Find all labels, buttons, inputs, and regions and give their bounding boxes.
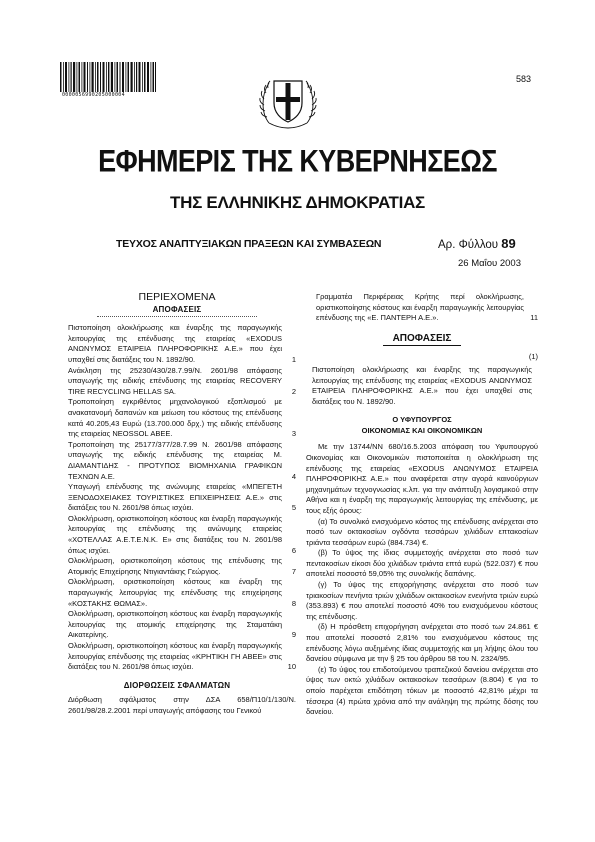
- coat-of-arms-emblem: [255, 67, 321, 133]
- toc-entry-text: Ολοκλήρωση, οριστικοποίηση κόστους της επένδυσης της Ατομικής Επιχείρησης Ντιγιαντάκης Γεώργιος.: [68, 556, 282, 576]
- correction-entry: Διόρθωση σφάλματος στην ΔΣΑ 658/Π10/1/130/Ν. 2601/98/28.2.2001 περί υπαγωγής απόφασης του Γενικού: [68, 695, 296, 715]
- toc-entry-page: 7: [291, 566, 296, 576]
- toc-entry: [58, 641, 296, 673]
- decisions-heading-text: ΑΠΟΦΑΣΕΙΣ: [383, 333, 462, 346]
- gazette-title: ΕΦΗΜΕΡΙΣ ΤΗΣ ΚΥΒΕΡΝΗΣΕΩΣ: [98, 143, 497, 179]
- decision-paragraph: (δ) Η πρόσθετη επιχορήγηση ανέρχεται στο ποσό των 24.861 € που αποτελεί ποσοστό 2,81% του ενισχυόμενου κόστους της επένδυσης λόγω αυξημένης ίδιας συμμετοχής και μη λήψης όλου του δανείου σύμφωνα με την § 25 του άρθρου 58 του Ν. 2324/95.: [306, 622, 538, 664]
- minister-line-1: Ο ΥΦΥΠΟΥΡΓΟΣ: [392, 415, 452, 425]
- gazette-subtitle: ΤΗΣ ΕΛΛΗΝΙΚΗΣ ΔΗΜΟΚΡΑΤΙΑΣ: [170, 193, 425, 212]
- toc-entry-text: Υπαγωγή επένδυσης της ανώνυμης εταιρείας «ΜΠΕΓΕΤΗ ΞΕΝΟΔΟΧΕΙΑΚΕΣ ΤΟΥΡΙΣΤΙΚΕΣ ΕΠΙΧΕΙΡΗΣΕΙΣ Α.Ε.» στις διατάξεις του Ν. 2601/98 όπως ισχύει.: [68, 482, 282, 513]
- decision-paragraph: Με την 13744/ΝΝ 680/16.5.2003 απόφαση του Υφυπουργού Οικονομίας και Οικονομικών πιστοποιείται η ολοκλήρωση της επένδυσης της εταιρείας «EXODUS ΑΝΩΝΥΜΟΣ ΕΤΑΙΡΕΙΑ ΠΛΗΡΟΦΟΡΙΚΗΣ Α.Ε.» που αναφέρεται στην αγορά καινούργιων μηχανημάτων τεχνογνωσίας κ.λπ. για την ανάπτυξη λογισμικού στην Αθήνα και η έναρξη της παραγωγικής λειτουργίας της επένδυσης, με τους εξής όρους:: [306, 442, 538, 515]
- decisions-column: [306, 292, 538, 718]
- contents-heading: ΠΕΡΙΕΧΟΜΕΝΑ: [138, 291, 216, 303]
- toc-entry: [58, 482, 296, 514]
- corrections-heading: ΔΙΟΡΘΩΣΕΙΣ ΣΦΑΛΜΑΤΩΝ: [123, 680, 231, 690]
- toc-entry-text: Τροποποίηση εγκριθέντος μηχανολογικού εξοπλισμού με ανακατανομή δαπανών και μείωση του κόστους της επένδυσης κατά 40.205,43 Ευρώ (13.700.000 δρχ.) της ειδικής επένδυσης της εταιρείας NEOSSOL ΑΒΕΕ.: [68, 397, 282, 439]
- toc-entry-page: 9: [291, 630, 296, 640]
- toc-entry-page: 1: [291, 354, 296, 364]
- page-number: 583: [516, 74, 532, 84]
- toc-entry-text: Πιστοποίηση ολοκλήρωσης και έναρξης της παραγωγικής λειτουργίας της επένδυσης της εταιρείας «EXODUS ΑΝΩΝΥΜΟΣ ΕΤΑΙΡΕΙΑ ΠΛΗΡΟΦΟΡΙΚΗΣ Α.Ε.» που έχει υπαχθεί στις διατάξεις του Ν. 1892/90.: [68, 323, 282, 364]
- toc-entry: [58, 514, 296, 556]
- toc-entry: [58, 397, 296, 439]
- correction-page: 11: [530, 313, 538, 323]
- issue-number: 89: [501, 236, 516, 251]
- toc-entry-text: Τροποποίηση της 25177/377/28.7.99 Ν. 2601/98 απόφασης υπαγωγής της ειδικής επένδυσης της εταιρείας Μ. ΔΙΑΜΑΝΤΙΔΗΣ - ΠΡΟΤΥΠΟΣ ΒΙΟΜΗΧΑΝΙΑ ΓΡΑΦΙΚΩΝ ΤΕΧΝΩΝ Α.Ε.: [68, 439, 282, 481]
- toc-entry: [58, 323, 296, 365]
- minister-line-2: ΟΙΚΟΝΟΜΙΑΣ ΚΑΙ ΟΙΚΟΝΟΜΙΚΩΝ: [361, 425, 483, 435]
- toc-entry-page: 2: [291, 386, 296, 396]
- decision-paragraph: (α) Το συνολικό ενισχυόμενο κόστος της επένδυσης ανέρχεται στο ποσό των οκτακοσίων ογδόντα τεσσάρων χιλιάδων επτακοσίων τριάντα τεσσάρων ευρώ (884.734) €.: [306, 516, 538, 547]
- decision-paragraph: (γ) Το ύψος της επιχορήγησης ανέρχεται στο ποσό των τριακοσίων πενήντα τριών χιλιάδων οκτακοσίων ενενήντα τριών ευρώ (353.893) € που αποτελεί ποσοστό 40% του ενισχυόμενου κόστους της επένδυσης.: [306, 580, 538, 621]
- issue-label: [438, 236, 516, 251]
- gazette-series: ΤΕΥΧΟΣ ΑΝΑΠΤΥΞΙΑΚΩΝ ΠΡΑΞΕΩΝ ΚΑΙ ΣΥΜΒΑΣΕΩΝ: [116, 238, 382, 250]
- toc-entry-page: 10: [287, 662, 296, 672]
- toc-entry-text: Ολοκλήρωση, οριστικοποίηση κόστους και έναρξη παραγωγικής λειτουργίας της επένδυσης της ανώνυμης εταιρείας «ΧΟΤΕΛΛΑΣ Α.Ε.Τ.Ε.Ν.Κ. Ε» στις διατάξεις του Ν. 2601/98 όπως ισχύει.: [68, 513, 282, 555]
- minister-heading: [306, 415, 538, 436]
- toc-entry-page: 8: [291, 598, 296, 608]
- toc-entry-text: Ανάκληση της 25230/430/28.7.99/Ν. 2601/98 απόφασης υπαγωγής της ειδικής επένδυσης της εταιρείας RECOVERY TIRE RECYCLING HELLAS SA.: [68, 365, 282, 396]
- issue-label-text: Αρ. Φύλλου: [438, 239, 499, 251]
- toc-entry: [58, 366, 296, 398]
- toc-entry: [58, 556, 296, 577]
- barcode: [60, 62, 156, 92]
- toc-entry: [58, 609, 296, 641]
- toc-entry: [58, 440, 296, 482]
- toc-entry-page: 3: [291, 429, 296, 439]
- decision-paragraph: (ε) Το ύψος του επιδοτούμενου τραπεζικού δανείου ανέρχεται στο ύψος των οκτώ χιλιάδων οκτακοσίων τεσσάρων (8.804) € για το οποίο παρέχεται επιδότηση τόκων με ποσοστό 42,81% μέχρι τα τέσσερα (4) πρώτα χρόνια από την ανάληψη της πρώτης δόσης του δανείου.: [306, 664, 538, 717]
- contents-decisions-heading: ΑΠΟΦΑΣΕΙΣ: [97, 305, 257, 318]
- issue-date: 26 Μαΐου 2003: [458, 258, 521, 269]
- decision-title: Πιστοποίηση ολοκλήρωσης και έναρξης της παραγωγικής λειτουργίας της επένδυσης της εταιρείας «EXODUS ΑΝΩΝΥΜΟΣ ΕΤΑΙΡΕΙΑ ΠΛΗΡΟΦΟΡΙΚΗΣ Α.Ε.» που έχει υπαχθεί στις διατάξεις του Ν. 1892/90.: [312, 364, 532, 406]
- toc-entry: [58, 577, 296, 609]
- correction-cont-text: Γραμματέα Περιφέρειας Κρήτης περί ολοκλήρωσης, οριστικοποίησης κόστους και έναρξη παραγωγικής λειτουργίας επένδυσης της «Ε. ΠΑΝΤΕΡΗ Α.Ε.».: [316, 292, 524, 323]
- decision-paragraph: (β) Το ύψος της ίδιας συμμετοχής ανέρχεται στο ποσό των πεντακοσίων είκοσι δύο χιλιάδων τριάντα επτά ευρώ (522.037) € που αποτελεί ποσοστό 59,05% της συνολικής δαπάνης.: [306, 548, 538, 579]
- toc-entry-text: Ολοκλήρωση, οριστικοποίηση κόστους και έναρξη παραγωγικής λειτουργίας της ατομικής επιχείρησης της Σταματάκη Αικατερίνης.: [68, 609, 282, 640]
- toc-entry-text: Ολοκλήρωση, οριστικοποίηση κόστους και έναρξη της παραγωγικής λειτουργίας της επένδυσης της επιχείρησης «ΚΟΣΤΑΚΗΣ ΘΩΜΑΣ».: [68, 577, 282, 608]
- toc-entry-page: 4: [291, 471, 296, 481]
- barcode-digits: 0000056990205000004: [62, 92, 125, 98]
- toc-entry-text: Ολοκλήρωση, οριστικοποίηση κόστους και έναρξη παραγωγικής λειτουργίας επένδυσης της εταιρείας «ΚΡΗΤΙΚΗ ΓΗ ΑΒΕΕ» στις διατάξεις του Ν. 2601/98 όπως ισχύει.: [68, 641, 282, 672]
- correction-entry-continued: [306, 292, 538, 324]
- toc-entry-page: 5: [291, 503, 296, 513]
- toc-entry-page: 6: [291, 545, 296, 555]
- decision-number: (1): [528, 352, 538, 362]
- decisions-heading: [306, 334, 538, 345]
- contents-column: [58, 292, 296, 717]
